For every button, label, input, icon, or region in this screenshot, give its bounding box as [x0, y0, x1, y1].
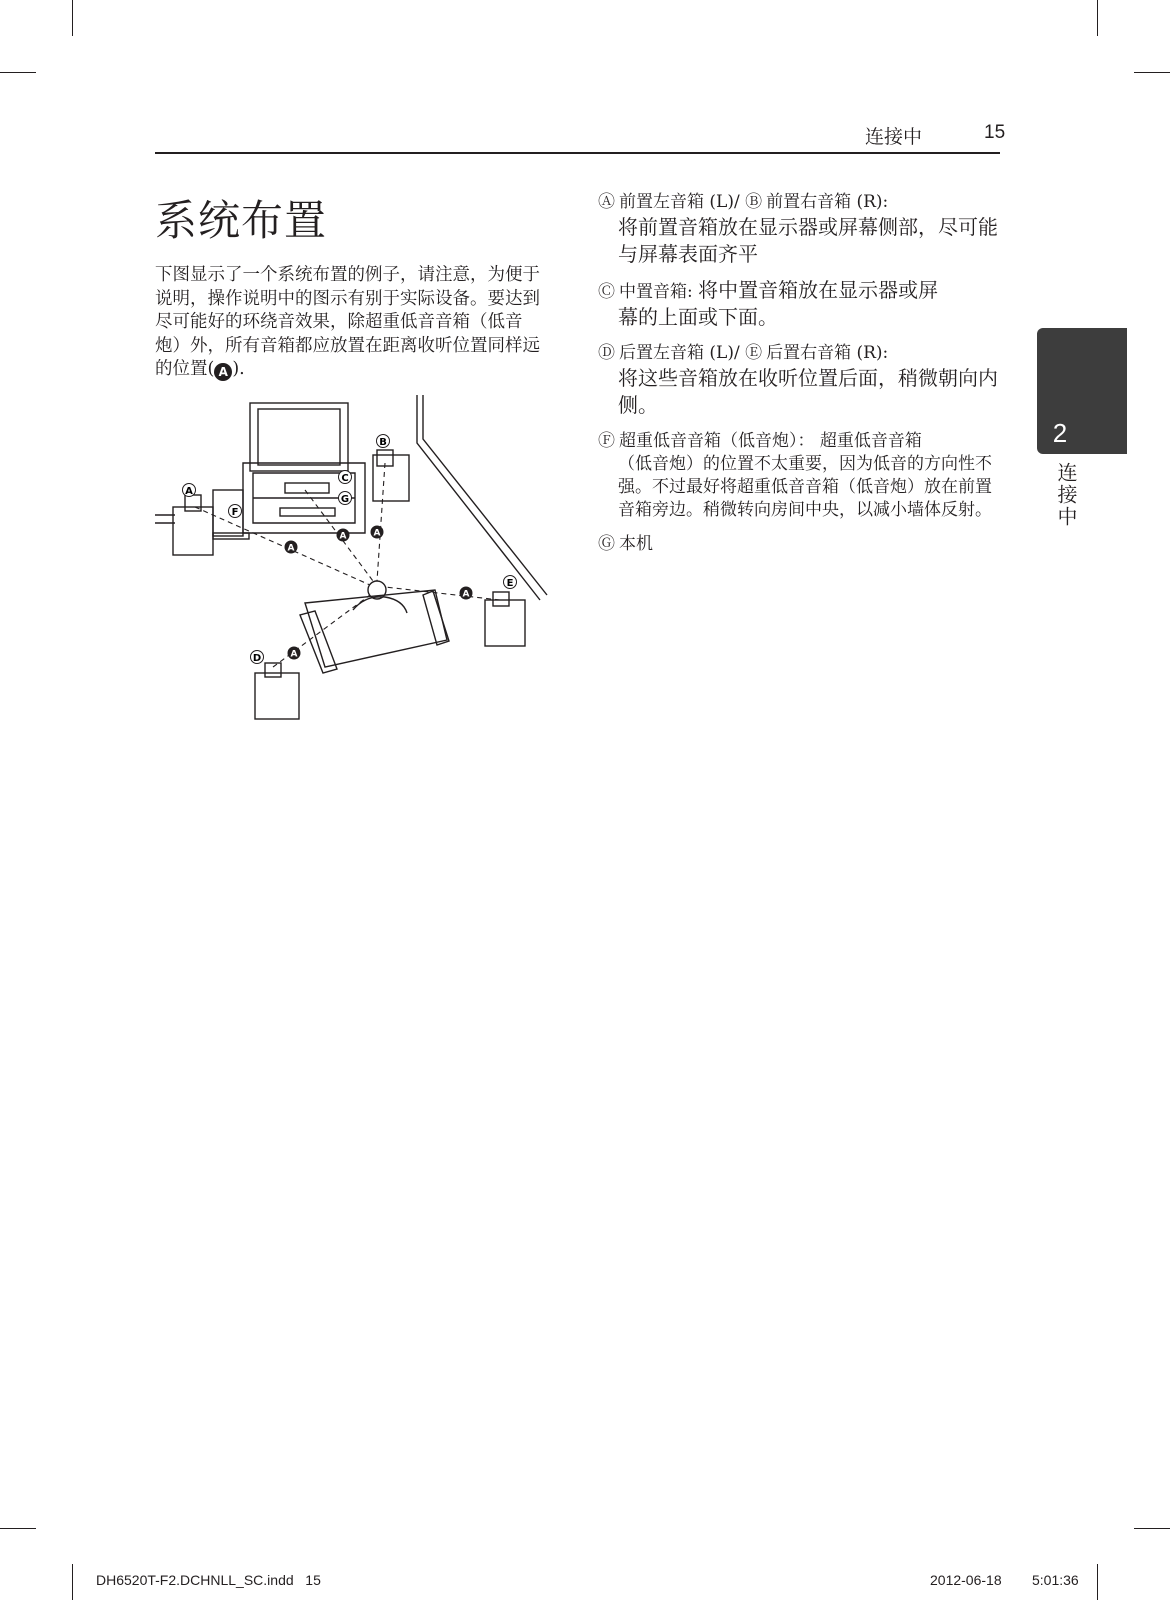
intro-text: 下图显示了一个系统布置的例子，请注意，为便于说明，操作说明中的图示有别于实际设备。要达到尽可能好的环绕音效果，除超重低音音箱（低音炮）外，所有音箱都应放置在距离收听位置同样远的位置(	[155, 265, 540, 379]
entry-main-unit	[598, 532, 998, 556]
crop-mark	[0, 1528, 36, 1529]
entry-description: 幕的上面或下面。	[618, 305, 778, 329]
intro-paragraph	[155, 264, 547, 382]
entry-description: （低音炮）的位置不太重要，因为低音的方向性不强。不过最好将超重低音音箱（低音炮）放在前置音箱旁边。稍微转向房间中央，以减小墙体反射。	[618, 454, 992, 520]
main-unit	[280, 508, 335, 516]
label-e-rear-right: E	[506, 578, 514, 589]
entry-name: 后置右音箱 (R):	[766, 343, 889, 363]
header-divider	[155, 152, 1000, 154]
crop-mark	[0, 72, 36, 73]
distance-badge: A	[339, 531, 347, 542]
entry-description: 将这些音箱放在收听位置后面，稍微朝向内侧。	[618, 366, 998, 417]
entry-name: 超重低音音箱（低音炮）：	[619, 431, 815, 451]
crop-mark	[1097, 0, 1098, 36]
tv-screen	[258, 409, 340, 465]
front-left-stand	[173, 507, 213, 555]
rear-right-stand	[485, 600, 525, 646]
tv-frame	[250, 403, 348, 471]
rear-left-speaker	[265, 663, 281, 677]
rear-left-stand	[255, 673, 299, 719]
distance-badge: A	[287, 543, 295, 554]
entry-name: 后置左音箱 (L)/	[619, 343, 740, 363]
header-section-title: 连接中	[864, 126, 922, 148]
label-g-main-unit: G	[340, 494, 350, 505]
entry-name: 前置左音箱 (L)/	[619, 192, 740, 212]
crop-mark	[1097, 1564, 1098, 1600]
speaker-layout-diagram	[155, 395, 575, 740]
room-wall	[417, 395, 540, 600]
marker-d: Ⓓ	[598, 343, 615, 363]
chapter-label: 连接中	[1054, 462, 1078, 528]
footer-filename: DH6520T-F2.DCHNLL_SC.indd 15	[96, 1572, 321, 1588]
marker-f: Ⓕ	[598, 431, 615, 451]
marker-a: Ⓐ	[598, 192, 615, 212]
footer-time: 5:01:36	[1032, 1572, 1079, 1588]
entry-inline-description: 将中置音箱放在显示器或屏	[698, 278, 939, 302]
entry-subwoofer	[598, 429, 998, 522]
marker-b: Ⓑ	[745, 192, 763, 212]
chapter-number: 2	[1052, 418, 1068, 448]
entry-name: 前置右音箱 (R):	[766, 192, 889, 212]
label-c-center: C	[341, 473, 349, 484]
listening-distance-badge: A	[214, 363, 232, 381]
marker-g: Ⓖ	[598, 534, 615, 554]
label-a-front-left: A	[185, 486, 193, 497]
entry-name: 中置音箱:	[619, 282, 693, 302]
entry-description: 将前置音箱放在显示器或屏幕侧部，尽可能与屏幕表面齐平	[618, 215, 998, 266]
distance-badge: A	[373, 528, 381, 539]
speaker-description-list	[598, 190, 998, 566]
entry-center-speaker	[598, 278, 998, 331]
crop-mark	[1134, 1528, 1170, 1529]
entry-inline-description: 超重低音音箱	[819, 431, 922, 451]
marker-c: Ⓒ	[598, 282, 615, 302]
distance-badge: A	[290, 649, 298, 660]
entry-rear-speakers	[598, 341, 998, 419]
front-right-stand	[373, 455, 409, 501]
label-f-subwoofer: F	[231, 507, 239, 518]
entry-name: 本机	[619, 534, 653, 554]
label-d-rear-left: D	[252, 653, 262, 664]
marker-e: Ⓔ	[745, 343, 763, 363]
entry-front-speakers	[598, 190, 998, 268]
room-wall-inner	[423, 395, 547, 595]
sofa	[305, 590, 447, 667]
crop-mark	[72, 1564, 73, 1600]
room-wall-left	[155, 515, 175, 523]
footer-date: 2012-06-18	[930, 1572, 1002, 1588]
center-speaker	[285, 483, 329, 493]
label-b-front-right: B	[379, 437, 387, 448]
crop-mark	[72, 0, 73, 36]
page-number: 15	[984, 122, 1006, 143]
crop-mark	[1134, 72, 1170, 73]
intro-suffix: ).	[232, 359, 245, 379]
page-title: 系统布置	[155, 196, 328, 245]
distance-badge: A	[462, 589, 470, 600]
